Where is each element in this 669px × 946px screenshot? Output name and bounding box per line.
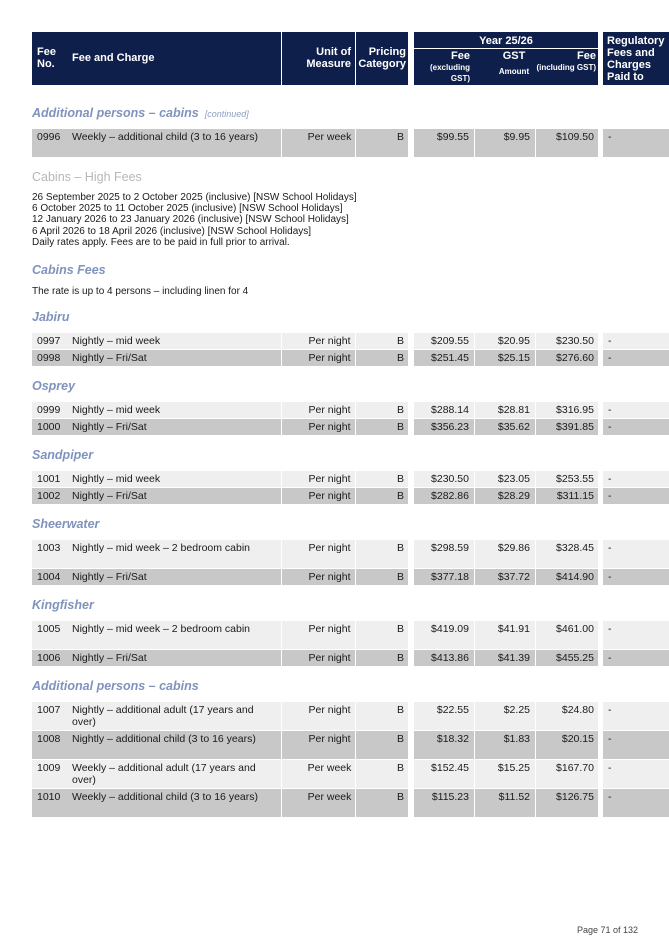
high-fees-line: 26 September 2025 to 2 October 2025 (inclusive) [NSW School Holidays] xyxy=(32,192,357,203)
fee-including-gst: $20.15 xyxy=(536,731,598,759)
gst-amount: $29.86 xyxy=(475,540,535,568)
pricing-category: B xyxy=(356,419,408,435)
section-cabins-fees-title: Cabins Fees xyxy=(32,263,106,277)
fee-number: 1008 xyxy=(32,731,68,759)
unit-of-measure: Per night xyxy=(282,540,355,568)
fee-description: Nightly – mid week – 2 bedroom cabin xyxy=(68,540,281,568)
fee-number: 0998 xyxy=(32,350,68,366)
fee-number: 1010 xyxy=(32,789,68,817)
fee-number: 1002 xyxy=(32,488,68,504)
fee-including-gst: $316.95 xyxy=(536,402,598,418)
pricing-category: B xyxy=(356,471,408,487)
table-row xyxy=(32,621,638,649)
high-fees-line: Daily rates apply. Fees are to be paid in full prior to arrival. xyxy=(32,236,290,248)
gst-amount: $37.72 xyxy=(475,569,535,585)
fee-including-gst: $311.15 xyxy=(536,488,598,504)
table-row xyxy=(32,569,638,585)
fee-including-gst: $126.75 xyxy=(536,789,598,817)
fee-including-gst: $455.25 xyxy=(536,650,598,666)
regulatory-paid-to: - xyxy=(603,789,669,817)
table-row xyxy=(32,333,638,349)
header-fee-in-label: Fee xyxy=(577,50,596,62)
header-fee-and-charge: Fee and Charge xyxy=(68,32,281,85)
unit-of-measure: Per week xyxy=(282,129,355,157)
pricing-category: B xyxy=(356,760,408,788)
fee-including-gst: $230.50 xyxy=(536,333,598,349)
fee-excluding-gst: $209.55 xyxy=(414,333,474,349)
regulatory-paid-to: - xyxy=(603,488,669,504)
fee-including-gst: $328.45 xyxy=(536,540,598,568)
unit-of-measure: Per night xyxy=(282,621,355,649)
high-fees-line: 6 April 2026 to 18 April 2026 (inclusive) [NSW School Holidays] xyxy=(32,225,312,237)
fee-number: 0999 xyxy=(32,402,68,418)
table-row xyxy=(32,702,638,730)
pricing-category: B xyxy=(356,789,408,817)
fee-number: 1007 xyxy=(32,702,68,730)
header-fee-ex-label: Fee xyxy=(451,50,470,62)
table-header xyxy=(32,32,665,85)
fee-number: 1006 xyxy=(32,650,68,666)
table-row xyxy=(32,129,638,157)
page-number: Page 71 of 132 xyxy=(576,925,638,935)
fee-including-gst: $253.55 xyxy=(536,471,598,487)
table-row xyxy=(32,760,638,788)
fee-excluding-gst: $288.14 xyxy=(414,402,474,418)
fee-including-gst: $414.90 xyxy=(536,569,598,585)
section-sheerwater-title: Sheerwater xyxy=(32,517,100,531)
header-fee-excluding xyxy=(414,49,472,85)
fee-including-gst: $276.60 xyxy=(536,350,598,366)
header-fee-ex-note: (excluding GST) xyxy=(429,63,470,83)
fee-number: 1004 xyxy=(32,569,68,585)
fee-description: Nightly – Fri/Sat xyxy=(68,569,281,585)
regulatory-paid-to: - xyxy=(603,471,669,487)
unit-of-measure: Per week xyxy=(282,760,355,788)
fee-description: Nightly – Fri/Sat xyxy=(68,650,281,666)
unit-of-measure: Per night xyxy=(282,488,355,504)
section-additional-title: Additional persons – cabins xyxy=(32,679,199,693)
table-row xyxy=(32,488,638,504)
fee-description: Nightly – additional adult (17 years and over) xyxy=(68,702,281,730)
unit-of-measure: Per night xyxy=(282,731,355,759)
unit-of-measure: Per night xyxy=(282,650,355,666)
fee-number: 1003 xyxy=(32,540,68,568)
header-unit-of-measure: Unit of Measure xyxy=(282,32,355,85)
fee-excluding-gst: $356.23 xyxy=(414,419,474,435)
header-fee-in-note: (including GST) xyxy=(536,63,596,72)
section-title: Additional persons – cabins xyxy=(32,106,199,120)
fee-excluding-gst: $152.45 xyxy=(414,760,474,788)
fee-description: Nightly – Fri/Sat xyxy=(68,488,281,504)
section-sandpiper-title: Sandpiper xyxy=(32,448,94,462)
gst-amount: $28.29 xyxy=(475,488,535,504)
gst-amount: $20.95 xyxy=(475,333,535,349)
header-year-group xyxy=(414,32,598,85)
fee-description: Weekly – additional adult (17 years and over) xyxy=(68,760,281,788)
header-fee-no: Fee No. xyxy=(32,32,68,85)
gst-amount: $25.15 xyxy=(475,350,535,366)
fee-description: Nightly – mid week – 2 bedroom cabin xyxy=(68,621,281,649)
header-regulatory: Regulatory Fees and Charges Paid to xyxy=(603,32,669,85)
header-year: Year 25/26 xyxy=(479,35,533,47)
fee-description: Nightly – Fri/Sat xyxy=(68,350,281,366)
regulatory-paid-to: - xyxy=(603,569,669,585)
gst-amount: $15.25 xyxy=(475,760,535,788)
fee-description: Nightly – Fri/Sat xyxy=(68,419,281,435)
pricing-category: B xyxy=(356,731,408,759)
table-row xyxy=(32,471,638,487)
fee-including-gst: $461.00 xyxy=(536,621,598,649)
gst-amount: $2.25 xyxy=(475,702,535,730)
fee-description: Nightly – mid week xyxy=(68,402,281,418)
unit-of-measure: Per night xyxy=(282,402,355,418)
regulatory-paid-to: - xyxy=(603,650,669,666)
regulatory-paid-to: - xyxy=(603,760,669,788)
fee-description: Weekly – additional child (3 to 16 years) xyxy=(68,129,281,157)
gst-amount: $41.91 xyxy=(475,621,535,649)
fee-number: 0997 xyxy=(32,333,68,349)
section-additional-continued xyxy=(32,106,249,120)
unit-of-measure: Per night xyxy=(282,419,355,435)
gst-amount: $1.83 xyxy=(475,731,535,759)
gst-amount: $11.52 xyxy=(475,789,535,817)
fee-number: 1005 xyxy=(32,621,68,649)
fee-including-gst: $109.50 xyxy=(536,129,598,157)
unit-of-measure: Per night xyxy=(282,471,355,487)
header-pricing-category: Pricing Category xyxy=(356,32,408,85)
section-osprey-title: Osprey xyxy=(32,379,76,393)
pricing-category: B xyxy=(356,333,408,349)
gst-amount: $23.05 xyxy=(475,471,535,487)
fee-including-gst: $167.70 xyxy=(536,760,598,788)
fee-including-gst: $391.85 xyxy=(536,419,598,435)
fee-excluding-gst: $251.45 xyxy=(414,350,474,366)
regulatory-paid-to: - xyxy=(603,621,669,649)
table-row xyxy=(32,350,638,366)
regulatory-paid-to: - xyxy=(603,333,669,349)
fee-excluding-gst: $377.18 xyxy=(414,569,474,585)
pricing-category: B xyxy=(356,540,408,568)
fee-excluding-gst: $419.09 xyxy=(414,621,474,649)
unit-of-measure: Per night xyxy=(282,702,355,730)
unit-of-measure: Per week xyxy=(282,789,355,817)
unit-of-measure: Per night xyxy=(282,333,355,349)
gst-amount: $28.81 xyxy=(475,402,535,418)
gst-amount: $41.39 xyxy=(475,650,535,666)
header-gst-label: GST xyxy=(502,50,526,62)
fee-including-gst: $24.80 xyxy=(536,702,598,730)
pricing-category: B xyxy=(356,129,408,157)
fee-description: Nightly – mid week xyxy=(68,333,281,349)
table-row xyxy=(32,402,638,418)
section-jabiru-title: Jabiru xyxy=(32,310,70,324)
fee-excluding-gst: $22.55 xyxy=(414,702,474,730)
header-gst xyxy=(472,49,534,85)
pricing-category: B xyxy=(356,650,408,666)
pricing-category: B xyxy=(356,350,408,366)
fee-excluding-gst: $230.50 xyxy=(414,471,474,487)
high-fees-line: 6 October 2025 to 11 October 2025 (inclusive) [NSW School Holidays] xyxy=(32,203,343,215)
high-fees-dates xyxy=(32,192,357,248)
unit-of-measure: Per night xyxy=(282,569,355,585)
fee-excluding-gst: $99.55 xyxy=(414,129,474,157)
regulatory-paid-to: - xyxy=(603,129,669,157)
table-row xyxy=(32,789,638,817)
high-fees-line: 12 January 2026 to 23 January 2026 (inclusive) [NSW School Holidays] xyxy=(32,214,349,226)
table-row xyxy=(32,419,638,435)
fee-excluding-gst: $282.86 xyxy=(414,488,474,504)
unit-of-measure: Per night xyxy=(282,350,355,366)
regulatory-paid-to: - xyxy=(603,731,669,759)
pricing-category: B xyxy=(356,702,408,730)
table-row xyxy=(32,650,638,666)
pricing-category: B xyxy=(356,569,408,585)
fee-description: Nightly – mid week xyxy=(68,471,281,487)
fee-description: Nightly – additional child (3 to 16 years) xyxy=(68,731,281,759)
continued-note: [continued] xyxy=(204,109,249,119)
fee-excluding-gst: $18.32 xyxy=(414,731,474,759)
gst-amount: $9.95 xyxy=(475,129,535,157)
fee-excluding-gst: $115.23 xyxy=(414,789,474,817)
gst-amount: $35.62 xyxy=(475,419,535,435)
section-kingfisher-title: Kingfisher xyxy=(32,598,94,612)
fee-number: 1009 xyxy=(32,760,68,788)
pricing-category: B xyxy=(356,488,408,504)
table-row xyxy=(32,540,638,568)
regulatory-paid-to: - xyxy=(603,350,669,366)
section-high-fees-title: Cabins – High Fees xyxy=(32,170,142,184)
regulatory-paid-to: - xyxy=(603,540,669,568)
fee-excluding-gst: $413.86 xyxy=(414,650,474,666)
cabins-fees-note: The rate is up to 4 persons – including linen for 4 xyxy=(32,286,249,297)
fee-description: Weekly – additional child (3 to 16 years) xyxy=(68,789,281,817)
fee-number: 1001 xyxy=(32,471,68,487)
fee-number: 0996 xyxy=(32,129,68,157)
fee-excluding-gst: $298.59 xyxy=(414,540,474,568)
regulatory-paid-to: - xyxy=(603,419,669,435)
header-fee-including xyxy=(534,49,598,85)
pricing-category: B xyxy=(356,402,408,418)
pricing-category: B xyxy=(356,621,408,649)
fee-number: 1000 xyxy=(32,419,68,435)
regulatory-paid-to: - xyxy=(603,402,669,418)
header-gst-note: Amount xyxy=(498,67,530,76)
regulatory-paid-to: - xyxy=(603,702,669,730)
table-row xyxy=(32,731,638,759)
